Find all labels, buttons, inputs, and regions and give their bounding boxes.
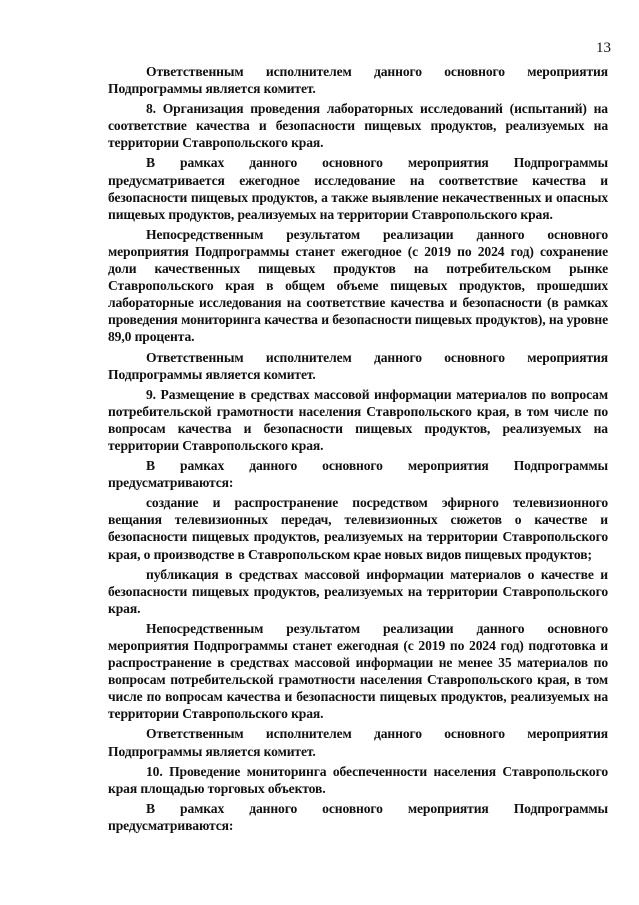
paragraph: 10. Проведение мониторинга обеспеченности населения Ставропольского края площадью торговых объектов. [108,763,608,796]
page-number: 13 [596,40,611,56]
paragraph: Непосредственным результатом реализации данного основного мероприятия Подпрограммы станет ежегодное (с 2019 по 2024 год) сохранение доли качественных пищевых продуктов на потребительском рынке Ставропольского края в общем объеме пищевых продуктов, прошедших лабораторные исследования на соответствие качества и безопасности (в рамках проведения мониторинга качества и безопасности пищевых продуктов), на уровне 89,0 процента. [108,226,608,345]
paragraph: Непосредственным результатом реализации данного основного мероприятия Подпрограммы станет ежегодная (с 2019 по 2024 год) подготовка и распространение в средствах массовой информации не менее 35 материалов по вопросам потребительской грамотности населения Ставропольского края, в том числе по вопросам качества и безопасности пищевых продуктов, реализуемых на территории Ставропольского края. [108,620,608,722]
paragraph: Ответственным исполнителем данного основного мероприятия Подпрограммы является комитет. [108,349,608,382]
document-body [108,63,608,834]
paragraph: создание и распространение посредством эфирного телевизионного вещания телевизионных передач, телевизионных сюжетов о качестве и безопасности пищевых продуктов, реализуемых на территории Ставропольского края, о производстве в Ставропольском крае новых видов пищевых продуктов; [108,495,608,562]
paragraph: Ответственным исполнителем данного основного мероприятия Подпрограммы является комитет. [108,726,608,759]
paragraph: публикация в средствах массовой информации материалов о качестве и безопасности пищевых продуктов, реализуемых на территории Ставропольского края. [108,566,608,616]
paragraph: 9. Размещение в средствах массовой информации материалов по вопросам потребительской грамотности населения Ставропольского края, в том числе по вопросам качества и безопасности пищевых продуктов, реализуемых на территории Ставропольского края. [108,386,608,453]
paragraph: 8. Организация проведения лабораторных исследований (испытаний) на соответствие качества и безопасности пищевых продуктов, реализуемых на территории Ставропольского края. [108,101,608,151]
paragraph: В рамках данного основного мероприятия Подпрограммы предусматриваются: [108,800,608,833]
paragraph: В рамках данного основного мероприятия Подпрограммы предусматриваются: [108,458,608,491]
paragraph: В рамках данного основного мероприятия Подпрограммы предусматривается ежегодное исследование на соответствие качества и безопасности пищевых продуктов, а также выявление некачественных и опасных пищевых продуктов, реализуемых на территории Ставропольского края. [108,155,608,222]
paragraph: Ответственным исполнителем данного основного мероприятия Подпрограммы является комитет. [108,64,608,97]
